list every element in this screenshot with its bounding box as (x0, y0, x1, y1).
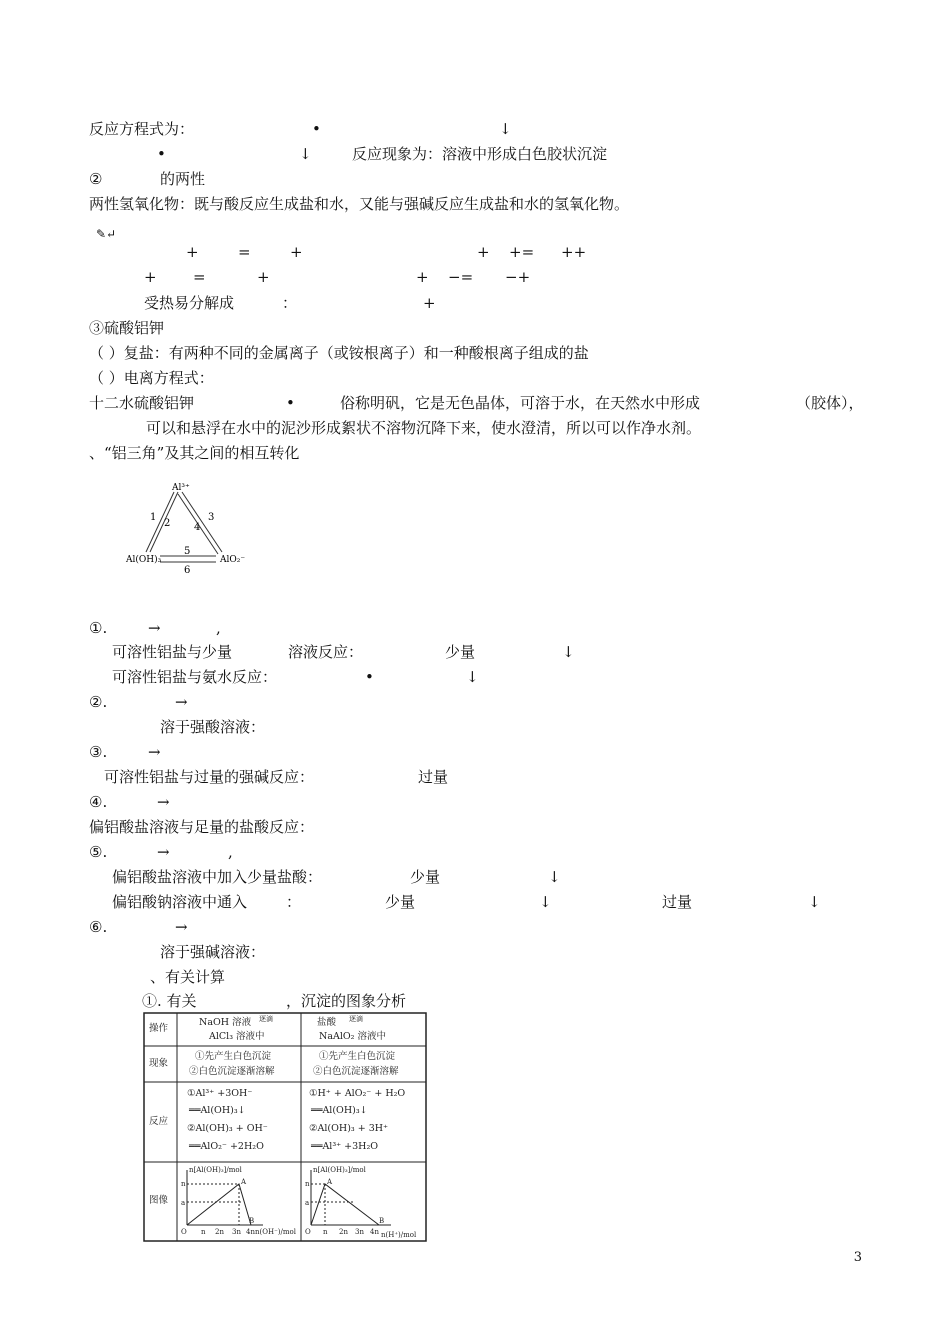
graph-2-point-B: B (379, 1217, 385, 1225)
edge-label-4: 4 (194, 522, 201, 533)
colon: ： (286, 893, 302, 911)
dot-symbol: • (365, 668, 374, 686)
precipitate-arrow: ↓ (499, 120, 512, 138)
edge-label-6: 6 (184, 565, 191, 576)
item-number: ①. (89, 619, 108, 637)
node-top: Al³⁺ (172, 483, 190, 493)
arrow: → (148, 619, 161, 637)
edge-label-1: 1 (150, 512, 157, 523)
amount-label: 过量 (662, 893, 693, 911)
edge-label-5: 5 (184, 546, 191, 557)
arrow: → (157, 793, 170, 811)
double-salt-text: （ ）复盐：有两种不同的金属离子（或铵根离子）和一种酸根离子组成的盐 (89, 344, 589, 362)
reaction-1b: ══Al(OH)₃↓ (189, 1105, 246, 1116)
decomposition-text: 受热易分解成 (144, 294, 235, 312)
charge-plus: ++ (561, 243, 587, 261)
amount-label: 少量 (445, 643, 476, 661)
colon: ： (282, 294, 298, 312)
plus-sign: + (477, 243, 490, 261)
precipitate-arrow: ↓ (562, 643, 575, 661)
precipitate-analysis-table (143, 1012, 427, 1242)
graph-1-tick-3n: 3n (232, 1228, 241, 1236)
alum-text: 可以和悬浮在水中的泥沙形成絮状不溶物沉降下来，使水澄清，所以可以作净水剂。 (146, 419, 702, 437)
equation-label: 反应方程式为： (89, 120, 195, 138)
graph-1-point-A: A (241, 1178, 247, 1186)
edge-label-3: 3 (208, 512, 215, 523)
equals-sign: = (238, 243, 251, 261)
amount-label: 少量 (385, 893, 416, 911)
reaction-2b: ══Al(OH)₃↓ (311, 1105, 368, 1116)
graph-1-x-label: n(OH⁻)/mol (255, 1228, 296, 1236)
amount-label: 少量 (410, 868, 441, 886)
precipitate-arrow: ↓ (299, 145, 312, 163)
reaction-text: 可溶性铝盐与氨水反应： (112, 668, 278, 686)
definition-text: 两性氢氧化物：既与酸反应生成盐和水，又能与强碱反应生成盐和水的氢氧化物。 (89, 195, 630, 213)
section-heading: 、有关计算 (150, 968, 226, 986)
reaction-text: 可溶性铝盐与过量的强碱反应： (104, 768, 315, 786)
graph-1-tick-n-y: n (181, 1180, 186, 1188)
page-number: 3 (853, 1250, 862, 1265)
graph-1-point-B: B (249, 1217, 255, 1225)
plus-sign: + (290, 243, 303, 261)
graph-2-y-label: n[Al(OH)₃]/mol (313, 1166, 366, 1174)
phenomenon-2b: ②白色沉淀逐渐溶解 (313, 1066, 399, 1077)
plus-sign: + (257, 268, 270, 286)
reaction-text: 偏铝酸盐溶液中加入少量盐酸： (112, 868, 323, 886)
operation-2-reagent: 盐酸 (317, 1017, 337, 1028)
graph-1-origin: O (181, 1228, 187, 1236)
phenomenon-1b: ②白色沉淀逐渐溶解 (189, 1066, 275, 1077)
alum-text: 俗称明矾，它是无色晶体，可溶于水，在天然水中形成 (340, 394, 701, 412)
precipitate-arrow: ↓ (466, 668, 479, 686)
aluminum-triangle-diagram (122, 480, 252, 580)
dot-symbol: • (157, 145, 166, 163)
reaction-text: 溶于强酸溶液： (160, 718, 266, 736)
plus-sign: + (144, 268, 157, 286)
reaction-2a: ①H⁺ + AlO₂⁻ + H₂O (309, 1088, 406, 1099)
node-right: AlO₂⁻ (220, 555, 246, 565)
graph-1-tick-4n: 4n (246, 1228, 255, 1236)
header-phenomenon: 现象 (149, 1058, 169, 1069)
subsection-heading: ，沉淀的图象分析 (286, 992, 407, 1010)
reaction-text: 溶于强碱溶液： (160, 943, 266, 961)
reaction-1a: ①Al³⁺ +3OH⁻ (187, 1088, 253, 1099)
node-left: Al(OH)₃ (126, 555, 162, 565)
amount-label: 过量 (418, 768, 449, 786)
edge-3 (182, 492, 222, 552)
graph-1-tick-2n: 2n (215, 1228, 224, 1236)
operation-2-dropwise: 逐滴 (349, 1015, 363, 1023)
operation-2-target: NaAlO₂ 溶液中 (319, 1031, 386, 1042)
subsection-heading: ①. 有关 (142, 992, 197, 1010)
charge-equals: −= (448, 268, 474, 286)
arrow: → (175, 918, 188, 936)
graph-2-point-A: A (327, 1178, 333, 1186)
graph-2-origin: O (305, 1228, 311, 1236)
charge-equals: += (509, 243, 535, 261)
plus-sign: + (416, 268, 429, 286)
reaction-2c: ②Al(OH)₃ + 3H⁺ (309, 1123, 389, 1134)
graph-2-tick-n-y: n (305, 1180, 310, 1188)
comma: , (228, 843, 233, 861)
alum-text: （胶体）， (796, 394, 864, 412)
dot-symbol: • (312, 120, 321, 138)
charge-plus: −+ (505, 268, 531, 286)
graph-2-tick-3n: 3n (355, 1228, 364, 1236)
phenomenon-1a: ①先产生白色沉淀 (195, 1051, 272, 1062)
reaction-1d: ══AlO₂⁻ +2H₂O (189, 1141, 264, 1152)
item-marker: ② (89, 170, 103, 188)
reaction-text: 溶液反应： (288, 643, 364, 661)
subheading: ③硫酸铝钾 (89, 319, 165, 337)
header-operation: 操作 (149, 1023, 169, 1034)
graph-2-x-label: n(H⁺)/mol (381, 1231, 417, 1239)
reaction-1c: ②Al(OH)₃ + OH⁻ (187, 1123, 268, 1134)
precipitate-arrow: ↓ (808, 893, 821, 911)
subheading: 的两性 (160, 170, 206, 188)
reaction-text: 偏铝酸钠溶液中通入 (112, 893, 248, 911)
item-number: ⑥. (89, 918, 108, 936)
alum-text: 十二水硫酸铝钾 (89, 394, 195, 412)
graph-1-tick-n: n (201, 1228, 206, 1236)
precipitate-arrow: ↓ (548, 868, 561, 886)
reaction-text: 偏铝酸盐溶液与足量的盐酸反应： (89, 818, 315, 836)
phenomenon-2a: ①先产生白色沉淀 (319, 1051, 396, 1062)
operation-1-dropwise: 逐滴 (259, 1015, 273, 1023)
precipitate-arrow: ↓ (539, 893, 552, 911)
edit-mark-icon: ✎↵ (96, 227, 117, 241)
header-graph: 图像 (149, 1195, 169, 1206)
plus-sign: + (423, 294, 436, 312)
graph-2-tick-n: n (323, 1228, 328, 1236)
phenomenon-text: 反应现象为：溶液中形成白色胶状沉淀 (352, 145, 608, 163)
graph-1-tick-a: a (181, 1199, 186, 1207)
plus-sign: + (186, 243, 199, 261)
item-number: ④. (89, 793, 108, 811)
comma: , (216, 619, 221, 637)
header-reaction: 反应 (149, 1116, 169, 1127)
graph-2-tick-4n: 4n (370, 1228, 379, 1236)
reaction-text: 可溶性铝盐与少量 (112, 643, 233, 661)
item-number: ⑤. (89, 843, 108, 861)
arrow: → (148, 743, 161, 761)
operation-1-target: AlCl₃ 溶液中 (209, 1031, 265, 1042)
equals-sign: = (193, 268, 206, 286)
ionization-label: （ ）电离方程式： (89, 369, 214, 387)
section-heading: 、“铝三角”及其之间的相互转化 (89, 444, 300, 462)
operation-1-reagent: NaOH 溶液 (199, 1017, 252, 1028)
arrow: → (157, 843, 170, 861)
item-number: ②. (89, 693, 108, 711)
graph-2-tick-a: a (305, 1199, 310, 1207)
reaction-2d: ══Al³⁺ +3H₂O (311, 1141, 379, 1152)
edge-label-2: 2 (164, 518, 171, 529)
graph-2-tick-2n: 2n (339, 1228, 348, 1236)
graph-1-y-label: n[Al(OH)₃]/mol (189, 1166, 242, 1174)
dot-symbol: • (286, 394, 295, 412)
arrow: → (175, 693, 188, 711)
item-number: ③. (89, 743, 108, 761)
